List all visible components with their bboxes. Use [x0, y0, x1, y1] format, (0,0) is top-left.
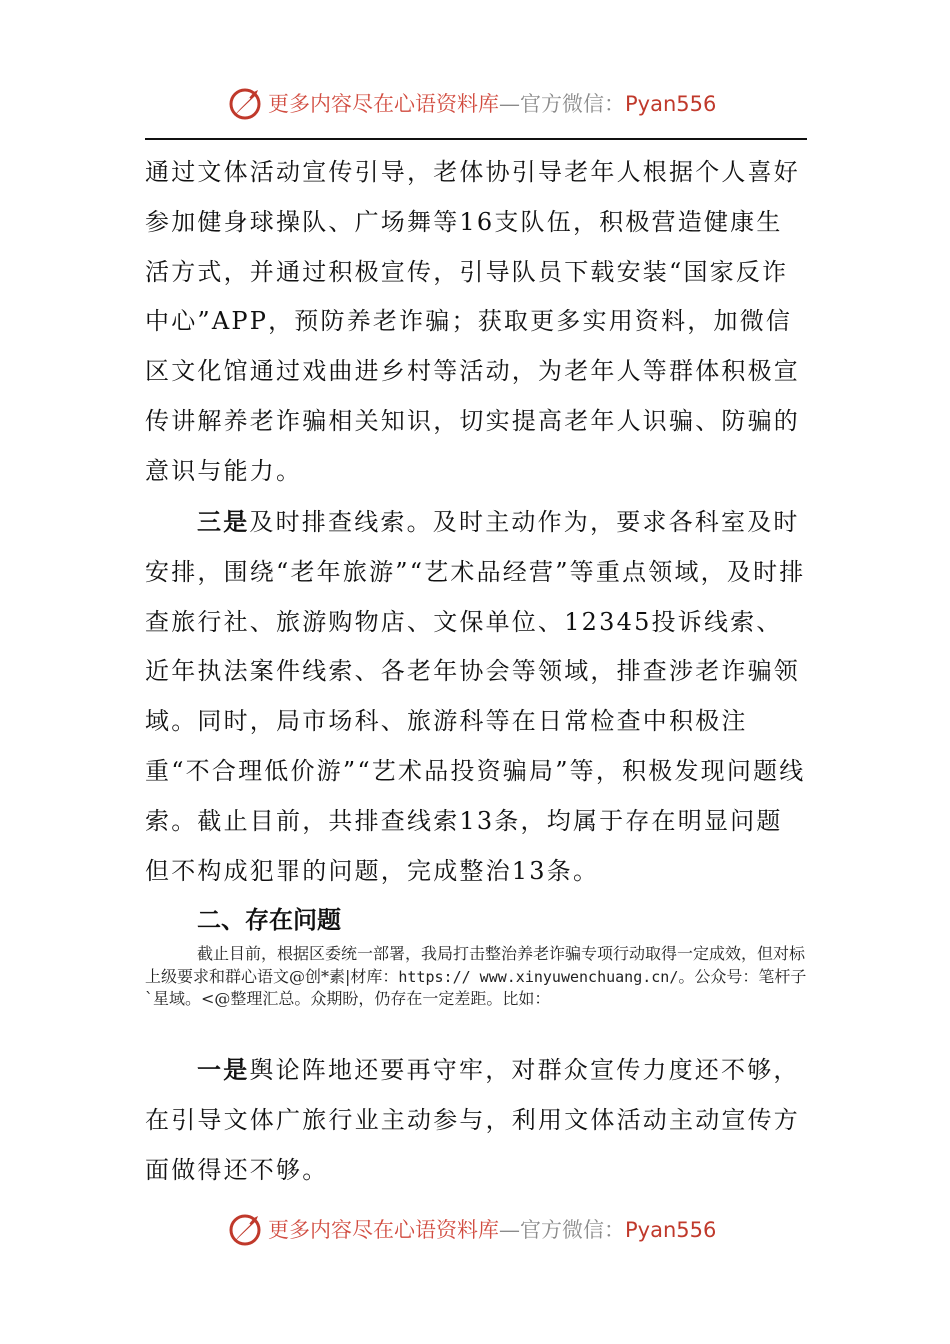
inserted-note-b: 。公众号：笔杆子`星域。<@整理汇总。众期盼，仍存在一定差距。比如：: [145, 966, 807, 1008]
inserted-note-url: https:// www.xinyuwenchuang.cn/: [398, 967, 679, 986]
quill-logo-icon: [226, 1210, 264, 1248]
inserted-note: [145, 943, 807, 1011]
footer-banner-dash: —: [499, 1218, 520, 1242]
banner-title: 更多内容尽在心语资料库: [268, 92, 499, 116]
banner-wechat-id: Pyan556: [625, 92, 717, 116]
footer-wechat-label: 官方微信：: [520, 1218, 625, 1242]
banner-dash: —: [499, 92, 520, 116]
paragraph-2-lead: 三是: [197, 507, 250, 536]
header-rule: [145, 138, 807, 140]
quill-logo-icon: [226, 84, 264, 122]
banner-wechat-label: 官方微信：: [520, 92, 625, 116]
paragraph-1: 通过文体活动宣传引导，老体协引导老年人根据个人喜好参加健身球操队、广场舞等16支队伍，积极营造健康生活方式，并通过积极宣传，引导队员下载安装“国家反诈中心”APP，预防养老诈骗；获取更多实用资料，加微信区文化馆通过戏曲进乡村等活动，为老年人等群体积极宣传讲解养老诈骗相关知识，切实提高老年人识骗、防骗的意识与能力。: [145, 158, 800, 485]
paragraph-3-text: 舆论阵地还要再守牢，对群众宣传力度还不够，在引导文体广旅行业主动参与，利用文体活动主动宣传方面做得还不够。: [145, 1056, 800, 1184]
section-heading: 二、存在问题: [197, 906, 341, 934]
footer-wechat-id: Pyan556: [625, 1218, 717, 1242]
footer-banner-title: 更多内容尽在心语资料库: [268, 1218, 499, 1242]
paragraph-3-lead: 一是: [197, 1055, 250, 1084]
header-banner: [0, 84, 950, 124]
inserted-note-a: 截止目前，根据区委统一部署，我局打击整治养老诈骗专项行动取得一定成效，但对标上级要求和群心语文@创*素|材库：: [145, 944, 806, 986]
paragraph-2: [145, 497, 807, 896]
paragraph-3: [145, 1045, 807, 1195]
footer-banner: [0, 1210, 950, 1250]
paragraph-2-text: 及时排查线索。及时主动作为，要求各科室及时安排，围绕“老年旅游”“艺术品经营”等重点领域，及时排查旅行社、旅游购物店、文保单位、12345投诉线索、近年执法案件线索、各老年协会等领域，排查涉老诈骗领域。同时，局市场科、旅游科等在日常检查中积极注重“不合理低价游”“艺术品投资骗局”等，积极发现问题线索。截止目前，共排查线索13条，均属于存在明显问题但不构成犯罪的问题，完成整治13条。: [145, 508, 806, 885]
